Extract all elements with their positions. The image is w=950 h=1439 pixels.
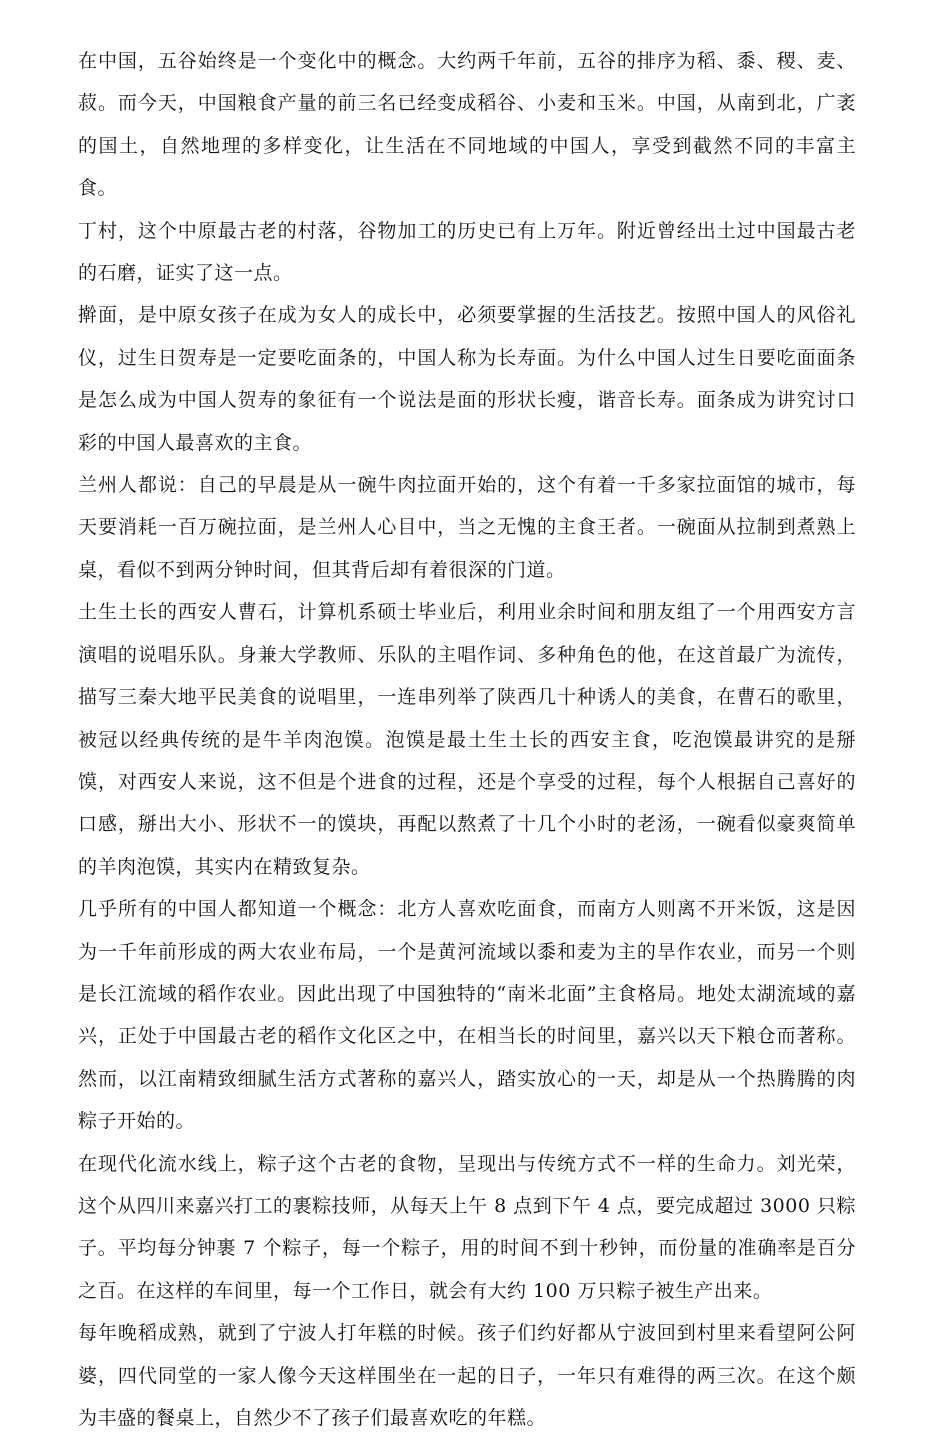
paragraph-zongzi: 在现代化流水线上，粽子这个古老的食物，呈现出与传统方式不一样的生命力。刘光荣，这个从四川来嘉兴打工的裹粽技师，从每天上午 8 点到下午 4 点，要完成超过 3000 只粽子。平均每分钟裹 7 个粽子，每一个粽子，用的时间不到十秒钟，而份量的准确率是百分之百。在这样的车间里，每一个工作日，就会有大约 100 万只粽子被生产出来。 [78, 1152, 856, 1302]
paragraph-five-grains: 在中国，五谷始终是一个变化中的概念。大约两千年前，五谷的排序为稻、黍、稷、麦、菽。而今天，中国粮食产量的前三名已经变成稻谷、小麦和玉米。中国，从南到北，广袤的国土，自然地理的多样变化，让生活在不同地域的中国人，享受到截然不同的丰富主食。 [78, 50, 856, 200]
paragraph-noodles: 擀面，是中原女孩子在成为女人的成长中，必须要掌握的生活技艺。按照中国人的风俗礼仪，过生日贺寿是一定要吃面条的，中国人称为长寿面。为什么中国人过生日要吃面面条是怎么成为中国人贺寿的象征有一个说法是面的形状长瘦，谐音长寿。面条成为讲究讨口彩的中国人最喜欢的主食。 [78, 304, 856, 454]
paragraph-dingcun: 丁村，这个中原最古老的村落，谷物加工的历史已有上万年。附近曾经出土过中国最古老的石磨，证实了这一点。 [78, 219, 856, 285]
paragraph-niangao: 每年晚稻成熟，就到了宁波人打年糕的时候。孩子们约好都从宁波回到村里来看望阿公阿婆，四代同堂的一家人像今天这样围坐在一起的日子，一年只有难得的两三次。在这个颇为丰盛的餐桌上，自然少不了孩子们最喜欢吃的年糕。 [78, 1322, 856, 1429]
paragraph-lanzhou: 兰州人都说：自己的早晨是从一碗牛肉拉面开始的，这个有着一千多家拉面馆的城市，每天要消耗一百万碗拉面，是兰州人心目中，当之无愧的主食王者。一碗面从拉制到煮熟上桌，看似不到两分钟时间，但其背后却有着很深的门道。 [78, 474, 856, 581]
paragraph-north-south: 几乎所有的中国人都知道一个概念：北方人喜欢吃面食，而南方人则离不开米饭，这是因为一千年前形成的两大农业布局，一个是黄河流域以黍和麦为主的旱作农业，而另一个则是长江流域的稻作农业。因此出现了中国独特的“南米北面”主食格局。地处太湖流域的嘉兴，正处于中国最古老的稻作文化区之中，在相当长的时间里，嘉兴以天下粮仓而著称。然而，以江南精致细腻生活方式著称的嘉兴人，踏实放心的一天，却是从一个热腾腾的肉粽子开始的。 [78, 898, 856, 1133]
document-body [78, 40, 856, 1439]
paragraph-xian: 土生土长的西安人曹石，计算机系硕士毕业后，利用业余时间和朋友组了一个用西安方言演唱的说唱乐队。身兼大学教师、乐队的主唱作词、多种角色的他，在这首最广为流传，描写三秦大地平民美食的说唱里，一连串列举了陕西几十种诱人的美食，在曹石的歌里，被冠以经典传统的是牛羊肉泡馍。泡馍是最土生土长的西安主食，吃泡馍最讲究的是掰馍，对西安人来说，这不但是个进食的过程，还是个享受的过程，每个人根据自己喜好的口感，掰出大小、形状不一的馍块，再配以熬煮了十几个小时的老汤，一碗看似豪爽简单的羊肉泡馍，其实内在精致复杂。 [78, 601, 856, 878]
